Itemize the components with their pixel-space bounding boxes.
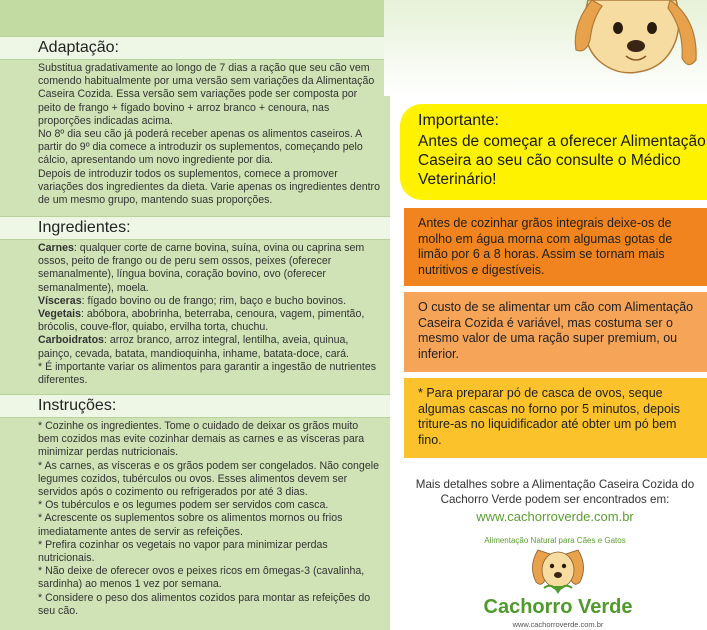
- section-body: [0, 418, 390, 618]
- ingredient-text: : qualquer corte de carne bovina, suína, ovina ou caprina sem ossos, peito de frango ou de peru sem ossos, peixes (oferecer semanalmente), língua bovina, coração bovino, ovo (oferecer semanalmente), moela.: [38, 242, 365, 294]
- more-info-text: Mais detalhes sobre a Alimentação Caseira Cozida do Cachorro Verde podem ser encontrados em:: [415, 478, 695, 506]
- section-heading: Adaptação:: [0, 36, 390, 60]
- instruction-item: * Prefira cozinhar os vegetais no vapor para minimizar perdas nutricionais.: [38, 538, 328, 565]
- decorative-band: [0, 0, 390, 36]
- tip-box-eggshell: * Para preparar pó de casca de ovos, seque algumas cascas no forno por 5 minutos, depois triture-as no liquidificador até obter um pó bem fino.: [404, 378, 707, 458]
- logo-tagline: Alimentação Natural para Cães e Gatos: [484, 536, 626, 545]
- tip-box-grains: Antes de cozinhar grãos integrais deixe-os de molho em água morna com algumas gotas de limão por 6 a 8 horas. Assim se tornam mais nutritivos e digestíveis.: [404, 208, 707, 286]
- brand-url[interactable]: www.cachorroverde.com.br: [512, 620, 604, 629]
- ingredient-line: [38, 295, 380, 308]
- ingredient-text: : abóbora, abobrinha, beterraba, cenoura, vagem, pimentão, brócolis, couve-flor, quiabo, ervilha torta, chuchu.: [38, 308, 365, 334]
- website-link[interactable]: www.cachorroverde.com.br: [476, 509, 634, 524]
- section-instrucoes: [0, 394, 390, 618]
- important-box: [400, 104, 707, 200]
- section-body: [0, 240, 390, 387]
- instruction-item: * Os tubérculos e os legumes podem ser servidos com casca.: [38, 499, 329, 512]
- ingredient-label: Carnes: [38, 242, 74, 254]
- section-heading: Instruções:: [0, 394, 390, 418]
- paragraph: Substitua gradativamente ao longo de 7 dias a ração que seu cão vem comendo habitualmente por uma versão sem variações da Alimentação Caseira Cozida. Essa versão sem variações pode ser composta por peito de frango + fígado bovino + arroz branco + cenoura, nas proporções indicadas acima.: [38, 62, 375, 127]
- note: * É importante variar os alimentos para garantir a ingestão de nutrientes diferentes.: [38, 360, 377, 387]
- ingredient-line: [38, 308, 380, 334]
- ingredient-label: Carboidratos: [38, 334, 104, 347]
- ingredient-line: [38, 242, 380, 295]
- ingredient-text: : arroz branco, arroz integral, lentilha, aveia, quinua, painço, cevada, batata, mandioquinha, inhame, batata-doce, cará.: [38, 334, 349, 360]
- tip-box-cost: O custo de se alimentar um cão com Alimentação Caseira Cozida é variável, mas costuma ser o mesmo valor de uma ração super premium, ou inferior.: [404, 292, 707, 372]
- instruction-item: * Acrescente os suplementos sobre os alimentos mornos ou frios imediatamente antes de servir as refeições.: [38, 512, 343, 538]
- section-ingredientes: [0, 216, 390, 387]
- important-title: Importante:: [418, 112, 499, 129]
- right-column: [390, 0, 707, 630]
- section-adaptacao: [0, 36, 390, 207]
- section-body: [0, 60, 390, 207]
- instruction-item: * Não deixe de oferecer ovos e peixes ricos em ômegas-3 (cavalinha, sardinha) ao menos 1 vez por semana.: [38, 565, 365, 591]
- instruction-item: * As carnes, as vísceras e os grãos podem ser congelados. Não congele legumes cozidos, tubérculos ou ovos. Esses alimentos devem ser servidos após o cozimento ou refrigerados por até 3 dias.: [38, 459, 379, 499]
- paragraph: Depois de introduzir todos os suplementos, comece a promover variações dos ingredientes da dieta. Varie apenas os ingredientes dentro de um mesmo grupo, mantendo suas proporções.: [38, 167, 380, 207]
- important-body: Antes de começar a oferecer Alimentação Caseira ao seu cão consulte o Médico Veterinário!: [418, 133, 706, 188]
- instruction-item: * Cozinhe os ingredientes. Tome o cuidado de deixar os grãos muito bem cozidos mas evite cozinhar demais as carnes e as vísceras para minimizar perdas nutricionais.: [38, 420, 365, 459]
- ingredient-text: : fígado bovino ou de frango; rim, baço e bucho bovinos.: [81, 294, 347, 307]
- brand-name: Cachorro Verde: [483, 596, 633, 618]
- ingredient-label: Vísceras: [38, 294, 82, 307]
- dog-logo-icon: [528, 548, 588, 598]
- instruction-item: * Considere o peso dos alimentos cozidos para montar as refeições do seu cão.: [38, 591, 371, 617]
- dog-illustration-icon: [558, 0, 707, 104]
- paragraph: No 8º dia seu cão já poderá receber apenas os alimentos caseiros. A partir do 9º dia comece a introduzir os suplementos, começando pelo cálcio, apresentando um novo ingrediente por dia.: [38, 128, 363, 167]
- ingredient-line: [38, 334, 380, 360]
- ingredient-label: Vegetais: [38, 308, 81, 321]
- more-info: [410, 478, 700, 525]
- section-heading: Ingredientes:: [0, 216, 390, 240]
